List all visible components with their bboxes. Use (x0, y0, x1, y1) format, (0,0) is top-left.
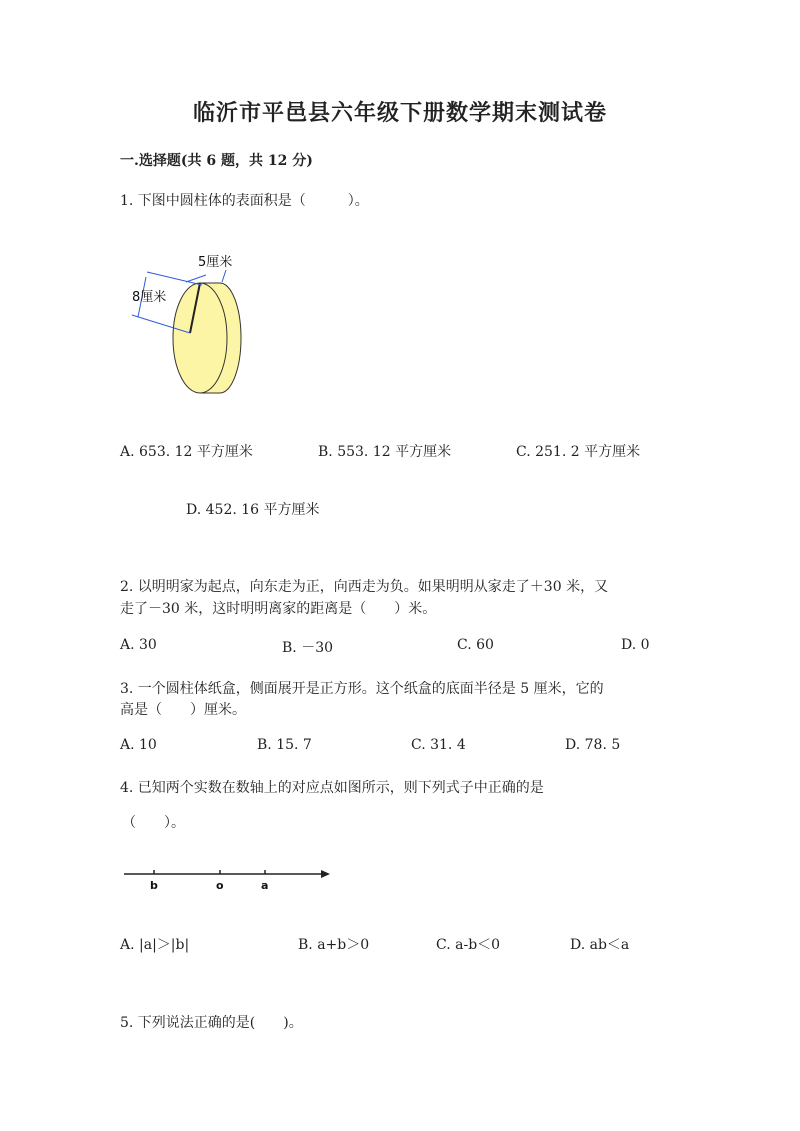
q2-option-a[interactable]: A. 30 (120, 637, 157, 653)
cylinder-figure (120, 245, 260, 395)
q4-option-d[interactable]: D. ab＜a (570, 937, 630, 953)
height-dimension-arrow (186, 275, 206, 282)
label-a: a (261, 879, 269, 892)
q3-option-c[interactable]: C. 31. 4 (411, 737, 466, 753)
q3-option-d[interactable]: D. 78. 5 (565, 737, 621, 753)
q1-option-c[interactable]: C. 251. 2 平方厘米 (516, 444, 641, 460)
q4-option-a[interactable]: A. |a|＞|b| (120, 937, 190, 953)
cylinder-front-face (173, 283, 227, 393)
question-3-line2: 高是（ ）厘米。 (120, 702, 246, 718)
q1-option-d[interactable]: D. 452. 16 平方厘米 (186, 502, 320, 518)
radius-dimension-top-ext (147, 272, 202, 285)
question-4-line2: （ ）。 (122, 815, 185, 831)
q2-option-d[interactable]: D. 0 (621, 637, 650, 653)
q2-option-c[interactable]: C. 60 (457, 637, 494, 653)
q3-option-a[interactable]: A. 10 (120, 737, 157, 753)
label-o: o (216, 879, 224, 892)
question-4-line1: 4. 已知两个实数在数轴上的对应点如图所示，则下列式子中正确的是 (120, 780, 544, 796)
number-line-arrow (321, 870, 330, 878)
question-2-line1: 2. 以明明家为起点，向东走为正，向西走为负。如果明明从家走了＋30 米，又 (120, 579, 609, 595)
radius-label: 8厘米 (132, 290, 167, 305)
question-1-text: 1. 下图中圆柱体的表面积是（ ）。 (120, 193, 369, 209)
label-b: b (150, 879, 158, 892)
number-line-figure (120, 860, 340, 896)
page-title: 临沂市平邑县六年级下册数学期末测试卷 (192, 100, 607, 126)
q4-option-c[interactable]: C. a-b＜0 (436, 937, 501, 953)
q1-option-a[interactable]: A. 653. 12 平方厘米 (120, 444, 253, 460)
q3-option-b[interactable]: B. 15. 7 (257, 737, 312, 753)
height-dimension-tick (222, 270, 226, 282)
question-2-line2: 走了－30 米，这时明明离家的距离是（ ）米。 (120, 601, 437, 617)
q4-option-b[interactable]: B. a+b＞0 (298, 937, 370, 953)
section-heading: 一.选择题(共 6 题，共 12 分) (120, 153, 313, 169)
q2-option-b[interactable]: B. －30 (282, 640, 334, 656)
height-label: 5厘米 (198, 255, 233, 270)
q1-option-b[interactable]: B. 553. 12 平方厘米 (318, 444, 452, 460)
question-5-text: 5. 下列说法正确的是( )。 (120, 1015, 303, 1031)
question-3-line1: 3. 一个圆柱体纸盒，侧面展开是正方形。这个纸盒的底面半径是 5 厘米，它的 (120, 681, 604, 697)
